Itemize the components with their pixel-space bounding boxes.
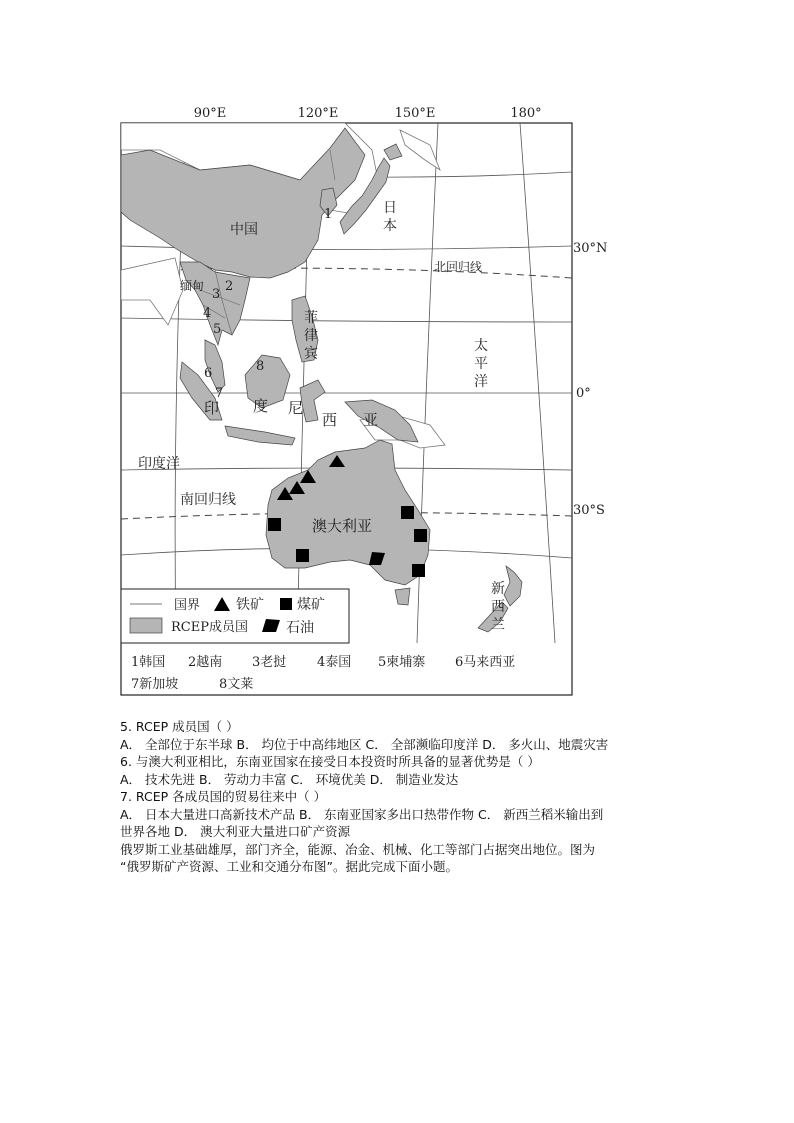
num-label-3: 3: [212, 287, 221, 302]
legend-member-label: RCEP成员国: [171, 620, 248, 635]
lat-label-0: 0°: [576, 386, 591, 401]
question-7-options-cont: 世界各地 D． 澳大利亚大量进口矿产资源: [120, 824, 351, 839]
lon-label-120e: 120°E: [297, 106, 339, 121]
num-label-4: 4: [203, 306, 212, 321]
legend-iron-label: 铁矿: [236, 597, 264, 613]
key-item: 5柬埔寨: [378, 655, 426, 670]
num-label-6: 6: [204, 366, 213, 381]
coal-symbol: [268, 518, 281, 531]
label-indian-ocean: 印度洋: [138, 456, 180, 472]
coal-symbol: [412, 564, 425, 577]
label-nz-1: 新: [491, 581, 505, 597]
lat-label-30n: 30°N: [573, 241, 608, 256]
label-australia: 澳大利亚: [312, 517, 373, 535]
label-indonesia-5: 亚: [363, 411, 379, 429]
num-label-5: 5: [213, 322, 222, 337]
label-myanmar: 缅甸: [180, 279, 205, 293]
key-item: 8文莱: [219, 677, 254, 692]
lon-label-90e: 90°E: [193, 106, 227, 121]
question-7-options: A． 日本大量进口高新技术产品 B． 东南亚国家多出口热带作物 C． 新西兰稻米输出到: [120, 806, 604, 822]
label-nz-3: 兰: [491, 617, 505, 633]
num-label-1: 1: [324, 207, 333, 222]
intro-paragraph: 俄罗斯工业基础雄厚，部门齐全，能源、冶金、机械、化工等部门占据突出地位。图为: [120, 841, 596, 857]
legend-coal-label: 煤矿: [297, 597, 325, 613]
num-label-7: 7: [215, 386, 224, 401]
question-5-options: A． 全部位于东半球 B． 均位于中高纬地区 C． 全部濒临印度洋 D． 多火山、地震灾害: [120, 736, 609, 752]
label-philippines-2: 律: [304, 328, 318, 344]
lon-label-180: 180°: [510, 106, 542, 121]
label-philippines-1: 菲: [304, 310, 318, 326]
num-label-2: 2: [225, 279, 234, 294]
coal-symbol: [296, 549, 309, 562]
label-pacific-1: 太: [474, 338, 488, 354]
legend-oil-label: 石油: [286, 620, 314, 636]
key-item: 7新加坡: [131, 677, 179, 692]
map-legend: [121, 589, 349, 643]
label-indonesia-2: 度: [253, 397, 269, 415]
label-pacific-3: 洋: [474, 374, 488, 390]
key-item: 2越南: [188, 655, 223, 670]
question-block: [120, 718, 720, 876]
coal-symbol: [401, 506, 414, 519]
question-7-stem: 7. RCEP 各成员国的贸易往来中（ ）: [120, 789, 327, 804]
question-6-stem: 6. 与澳大利亚相比，东南亚国家在接受日本投资时所具备的显著优势是（ ）: [120, 754, 540, 769]
label-philippines-3: 宾: [304, 346, 318, 362]
label-tropic-south: 南回归线: [180, 492, 236, 508]
intro-paragraph-cont: “俄罗斯矿产资源、工业和交通分布图”。据此完成下面小题。: [120, 859, 458, 874]
label-indonesia-3: 尼: [288, 399, 304, 417]
label-china: 中国: [230, 222, 258, 238]
coal-symbol: [414, 529, 427, 542]
key-item: 1韩国: [131, 655, 166, 670]
label-indonesia-1: 印: [204, 399, 220, 417]
num-label-8: 8: [256, 359, 265, 374]
key-item: 4泰国: [317, 655, 352, 670]
legend-member-swatch: [130, 618, 162, 633]
key-item: 3老挝: [252, 655, 287, 670]
legend-border-label: 国界: [174, 598, 201, 613]
question-5-stem: 5. RCEP 成员国（ ）: [120, 719, 239, 734]
label-indonesia-4: 西: [322, 411, 338, 429]
lat-label-30s: 30°S: [573, 503, 605, 518]
legend-coal-symbol: [280, 598, 292, 610]
lon-label-150e: 150°E: [394, 106, 436, 121]
key-item: 6马来西亚: [455, 655, 516, 670]
label-nz-2: 西: [491, 599, 505, 615]
question-6-options: A． 技术先进 B． 劳动力丰富 C． 环境优美 D． 制造业发达: [120, 771, 459, 787]
label-pacific-2: 平: [474, 356, 488, 372]
label-japan: 日本: [383, 200, 397, 234]
label-tropic-north: 北回归线: [434, 260, 483, 274]
